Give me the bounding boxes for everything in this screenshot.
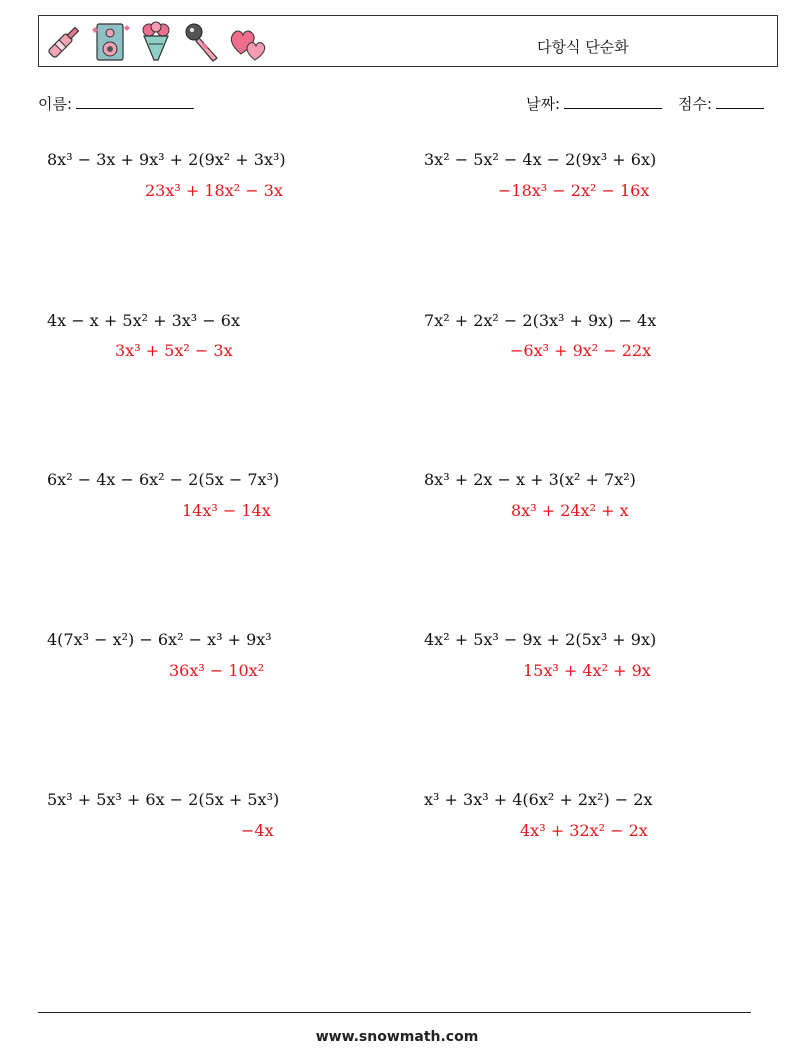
champagne-bottle-icon [43, 20, 85, 64]
worksheet-title: 다항식 단순화 [537, 38, 629, 56]
problem-7: 4(7x³ − x²) − 6x² − x³ + 9x³ [47, 630, 272, 649]
problem-5: 6x² − 4x − 6x² − 2(5x − 7x³) [47, 470, 280, 489]
hearts-icon [227, 20, 269, 64]
score-field [678, 93, 764, 114]
problem-9: 5x³ + 5x³ + 6x − 2(5x + 5x³) [47, 790, 280, 809]
name-label: 이름: [38, 95, 73, 113]
answer-4: −6x³ + 9x² − 22x [510, 341, 652, 360]
worksheet-header [38, 15, 778, 67]
name-blank[interactable] [76, 94, 194, 109]
answer-9: −4x [241, 821, 274, 840]
name-field [38, 93, 194, 114]
answer-2: −18x³ − 2x² − 16x [498, 181, 650, 200]
date-field [526, 93, 662, 114]
answer-5: 14x³ − 14x [182, 501, 271, 520]
answer-8: 15x³ + 4x² + 9x [523, 661, 651, 680]
problem-10: x³ + 3x³ + 4(6x² + 2x²) − 2x [424, 790, 653, 809]
date-label: 날짜: [526, 95, 561, 113]
answer-6: 8x³ + 24x² + x [511, 501, 629, 520]
problem-1: 8x³ − 3x + 9x³ + 2(9x² + 3x³) [47, 150, 286, 169]
bouquet-icon [135, 20, 177, 64]
header-icons [43, 20, 269, 64]
problem-6: 8x³ + 2x − x + 3(x² + 7x²) [424, 470, 636, 489]
date-blank[interactable] [564, 94, 662, 109]
score-blank[interactable] [716, 94, 764, 109]
answer-10: 4x³ + 32x² − 2x [520, 821, 648, 840]
answer-3: 3x³ + 5x² − 3x [115, 341, 233, 360]
footer-divider [38, 1012, 751, 1013]
speaker-icon [89, 20, 131, 64]
answer-7: 36x³ − 10x² [169, 661, 265, 680]
problem-3: 4x − x + 5x² + 3x³ − 6x [47, 311, 240, 330]
problem-2: 3x² − 5x² − 4x − 2(9x³ + 6x) [424, 150, 657, 169]
answer-1: 23x³ + 18x² − 3x [145, 181, 283, 200]
problem-8: 4x² + 5x³ − 9x + 2(5x³ + 9x) [424, 630, 657, 649]
footer-url[interactable]: www.snowmath.com [315, 1029, 479, 1045]
microphone-icon [181, 20, 223, 64]
score-label: 점수: [678, 95, 713, 113]
problem-4: 7x² + 2x² − 2(3x³ + 9x) − 4x [424, 311, 657, 330]
